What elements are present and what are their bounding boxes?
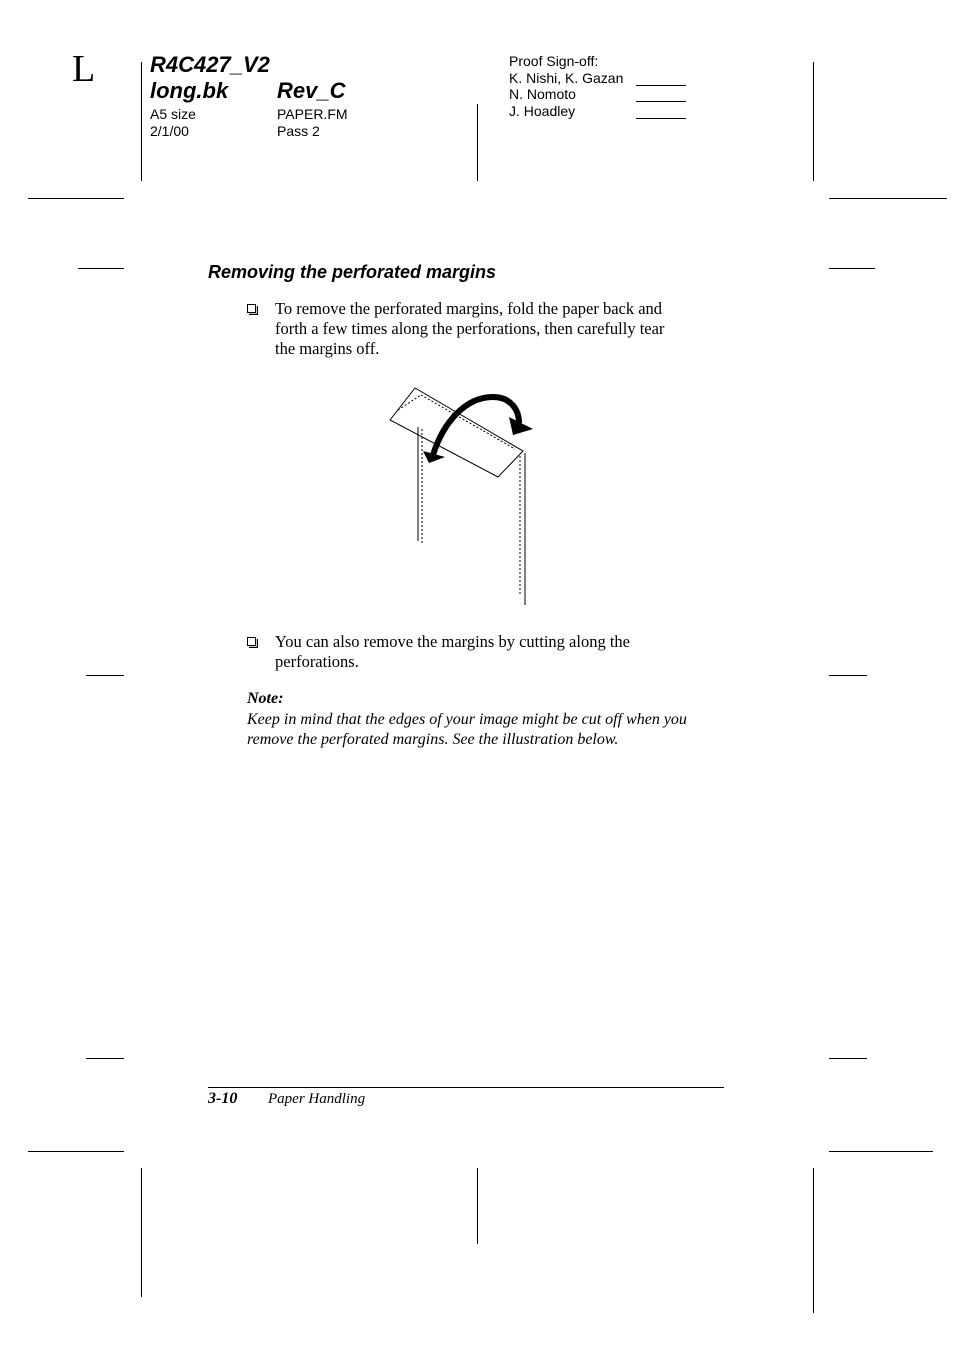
text-line: forth a few times along the perforations, then carefully tear — [275, 319, 665, 338]
bullet-text — [275, 632, 735, 672]
signature-line — [636, 85, 686, 86]
paper-size: A5 size — [150, 106, 196, 122]
crop-mark — [141, 1168, 142, 1297]
text-line: Keep in mind that the edges of your image might be cut off when you — [247, 711, 687, 728]
text-line: perforations. — [275, 652, 359, 671]
crop-mark — [477, 1168, 478, 1244]
crop-mark — [813, 1168, 814, 1313]
crop-mark — [829, 675, 867, 676]
crop-mark — [28, 198, 124, 199]
page-side-letter: L — [72, 48, 96, 90]
pass-number: Pass 2 — [277, 123, 320, 139]
crop-mark — [86, 675, 124, 676]
doc-date: 2/1/00 — [150, 123, 189, 139]
crop-mark — [78, 268, 124, 269]
revision: Rev_C — [277, 78, 346, 103]
signoff-title: Proof Sign-off: — [509, 53, 599, 69]
footer-rule — [208, 1087, 724, 1088]
crop-mark — [86, 1058, 124, 1059]
bullet-text — [275, 299, 735, 359]
section-heading: Removing the perforated margins — [208, 262, 497, 282]
crop-mark — [829, 198, 947, 199]
text-line: To remove the perforated margins, fold the paper back and — [275, 299, 663, 318]
text-line: You can also remove the margins by cutting along the — [275, 632, 630, 651]
crop-mark — [28, 1151, 124, 1152]
note-text — [247, 710, 737, 750]
chapter-name: Paper Handling — [268, 1091, 366, 1107]
file-name: PAPER.FM — [277, 106, 348, 122]
page-number: 3-10 — [208, 1090, 238, 1107]
signature-line — [636, 118, 686, 119]
crop-mark — [477, 104, 478, 181]
crop-mark — [829, 1151, 933, 1152]
book-name: long.bk — [150, 78, 229, 103]
crop-mark — [141, 62, 142, 181]
checkbox-bullet-icon — [247, 637, 258, 648]
crop-mark — [813, 62, 814, 181]
signature-line — [636, 101, 686, 102]
text-line: the margins off. — [275, 339, 380, 358]
fold-margin-illustration — [385, 383, 545, 608]
text-line: remove the perforated margins. See the illustration below. — [247, 731, 619, 748]
note-label: Note: — [247, 690, 284, 707]
checkbox-bullet-icon — [247, 304, 258, 315]
signoff-name: K. Nishi, K. Gazan — [509, 70, 624, 86]
signoff-name: J. Hoadley — [509, 103, 576, 119]
doc-code: R4C427_V2 — [150, 52, 270, 77]
crop-mark — [829, 1058, 867, 1059]
signoff-name: N. Nomoto — [509, 86, 576, 102]
crop-mark — [829, 268, 875, 269]
